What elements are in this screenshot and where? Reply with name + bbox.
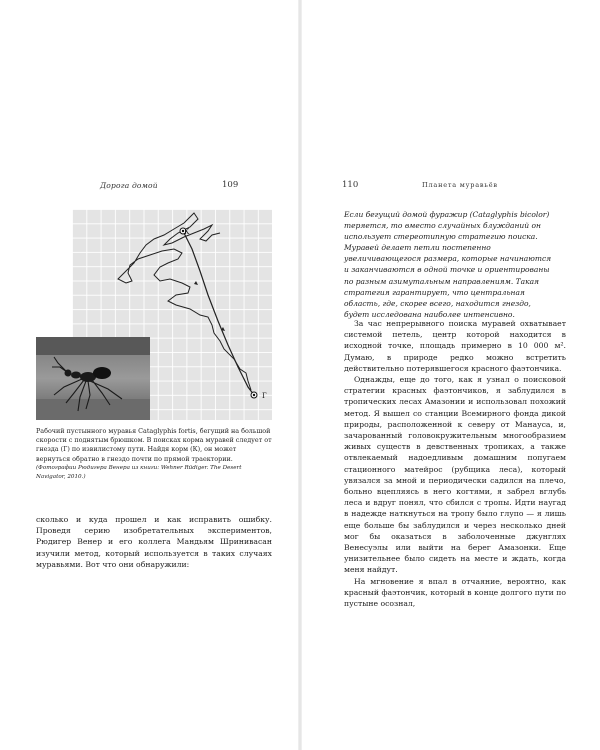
food-label: К (184, 228, 190, 236)
right-page-number: 110 (342, 180, 359, 190)
right-paragraph-1: За час непрерывного поиска муравей охватывает системой петель, центр которой находится в исходной точке, площадь примерно в 10 000 м². Думаю, в природе редко можно встретить действительно потерявшегося красного фаэтончика. (344, 319, 566, 373)
right-page (302, 0, 600, 750)
figure-caption (36, 427, 272, 482)
epigraph-text: Если бегущий домой фуражир (Cataglyphis bicolor) теряется, то вместо случайных блужданий он использует стереотипную стратегию поиска. Муравей делает петли постепенно увеличивающегося размера, которые начинаются и заканчиваются в одной точке и ориентированы по разным азимутальным направлениям. Такая стратегия гарантирует, что центральная область, где, скорее всего, находится гнездо, будет исследована наиболее интенсивно. (344, 210, 552, 319)
nest-label: Г (262, 392, 267, 400)
right-running-head: Планета муравьёв (422, 181, 498, 189)
left-page-number: 109 (222, 180, 239, 190)
caption-text: Рабочий пустынного муравья Cataglyphis fortis, бегущий на большой скорости с поднятым брюшком. В поисках корма муравей следует от гнезда (Г) по извилистому пути. Найдя корм (К), он может вернуться обратно в гнездо почти по прямой траектории. (36, 427, 272, 463)
right-paragraph-2: Однажды, еще до того, как я узнал о поисковой стратегии красных фаэтончиков, я заблудился в тропических лесах Амазонии и использовал похожий метод. Я вышел со станции Всемирного фонда дикой природы, расположенной к северу от Манауса, и, зачарованный головокружительным многообразием живых существ в девственных тропиках, а также отвлекаемый надоедливым домашним попугаем стационного матейрос (рубщика леса), который увязался за мной и периодически садился на плечо, больно вцепляясь в него когтями, я забрел вглубь леса и вдруг понял, что сбился с тропы. Идти наугад в надежде наткнуться на тропу было глупо — я лишь еще больше бы заблудился и через несколько дней мог бы оказаться в заболоченные джунглях Венесуэлы или выйти на берег Амазонки. Еще унизительнее было сидеть на месте и ждать, когда меня найдут. (344, 375, 566, 575)
left-paragraph: сколько и куда прошел и как исправить ошибку. Проведя серию изобретательных экспериментов, Рюдигер Венер и его коллега Мандьям Шринивасан изучили метод, который используется в таких случаях муравьями. Вот что они обнаружили: (36, 515, 272, 569)
figure-ant-path (36, 209, 272, 420)
return-path (183, 231, 254, 395)
left-body-text (36, 514, 272, 570)
caption-source: (Фотографии Рюдигера Венера из книги: Wehner Rüdiger. The Desert Navigator, 2010.) (36, 464, 242, 481)
left-running-head: Дорога домой (100, 181, 158, 190)
right-body-text (344, 318, 566, 609)
left-page (0, 0, 298, 750)
right-paragraph-3: На мгновение я впал в отчаяние, вероятно, как красный фаэтончик, который в конце долгого пути по пустыне осознал, (344, 576, 566, 609)
ant-photo (36, 337, 150, 420)
epigraph-quote (344, 209, 556, 320)
